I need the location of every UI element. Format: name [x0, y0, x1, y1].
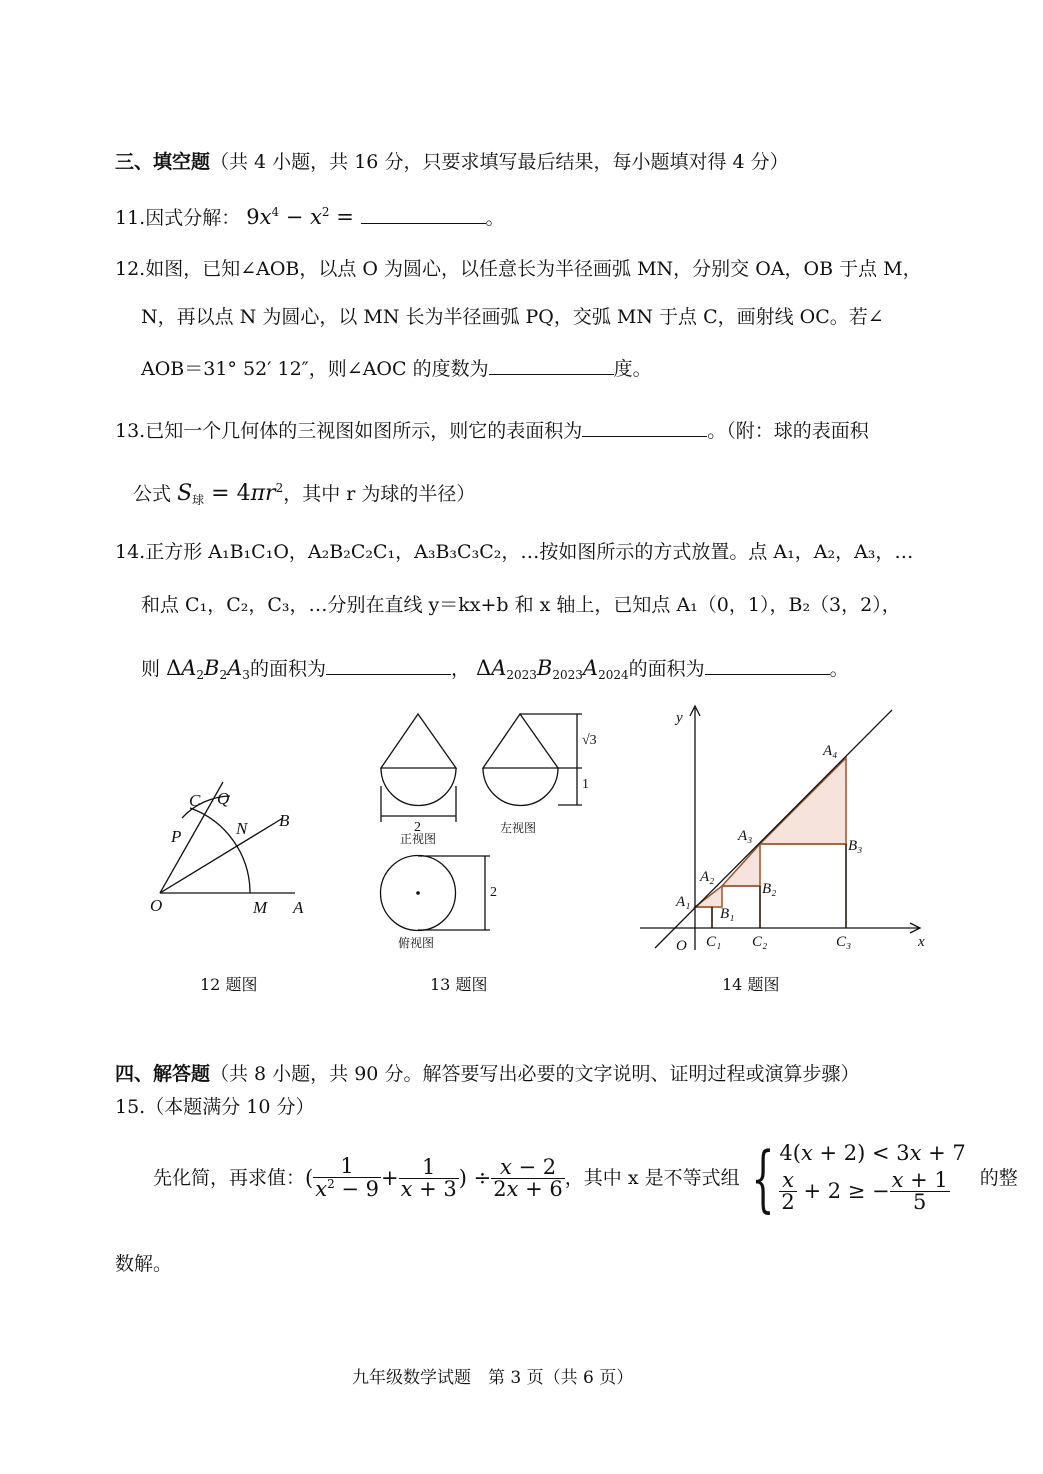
q12-answer-blank[interactable]	[489, 374, 614, 375]
q14-line3	[141, 658, 849, 681]
figure-12-caption: 12 题图	[200, 975, 258, 994]
section3-title: 三、填空题	[115, 151, 211, 173]
q13-answer-blank[interactable]	[582, 436, 707, 437]
section4-note: （共 8 小题，共 90 分。解答要写出必要的文字说明、证明过程或演算步骤）	[210, 1063, 860, 1085]
q12-line3	[141, 360, 652, 379]
q12-line3-suffix: 度。	[613, 358, 652, 380]
label-a4: A₄	[823, 743, 838, 759]
q13-line1	[115, 422, 869, 441]
sphere-area-formula: $S_球 = 4\pi r^2$	[177, 481, 284, 507]
side-cone	[483, 714, 558, 768]
q14-line3-mid2: 的面积为	[628, 658, 705, 680]
label-p: P	[171, 827, 182, 846]
q14-line3-sep: ，	[450, 658, 470, 680]
q15-line1	[153, 1138, 1018, 1218]
q11-expression: $9x^4 - x^2$ =	[246, 205, 361, 229]
q15-line2: 数解。	[115, 1253, 173, 1275]
label-m: M	[253, 898, 268, 917]
q14-line3-suffix: 。	[829, 658, 849, 680]
figure-13	[370, 706, 610, 956]
q15-mid: ，其中 x 是不等式组	[564, 1166, 740, 1189]
dim-width: 2	[414, 820, 421, 835]
figure-12	[140, 760, 330, 930]
figure-14-caption: 14 题图	[722, 975, 780, 994]
section4-title: 四、解答题	[115, 1063, 211, 1085]
label-c: C	[189, 791, 201, 810]
label-origin: O	[676, 938, 687, 954]
front-cone	[381, 714, 456, 768]
q11-prefix: 11.因式分解：	[115, 207, 241, 229]
q12-line3-prefix: AOB＝31° 52′ 12″，则∠AOC 的度数为	[141, 358, 489, 380]
label-a2: A₂	[700, 869, 715, 885]
q14-line1: 14.正方形 A₁B₁C₁O，A₂B₂C₂C₁，A₃B₃C₃C₂，…按如图所示的方式放置。点 A₁，A₂，A₃，…	[115, 541, 914, 563]
q12-line2: N，再以点 N 为圆心，以 MN 长为半径画弧 PQ，交弧 MN 于点 C，画射线 OC。若∠	[141, 306, 884, 328]
section3-note: （共 4 小题，共 16 分，只要求填写最后结果，每小题填对得 4 分）	[210, 151, 789, 173]
q14-line2: 和点 C₁，C₂，C₃，…分别在直线 y＝kx+b 和 x 轴上，已知点 A₁（0，1），B₂（3，2），	[141, 594, 901, 616]
dim-one: 1	[582, 777, 589, 792]
q15-expression: ( $\frac{1}{x^2 - 9}$ + $\frac{1}{x + 3}$ ) ÷ $\frac{x - 2}{2x + 6}$	[305, 1154, 563, 1201]
label-b1: B₁	[720, 906, 735, 922]
inequality-system: { 4(x + 2) < 3x + 7 $\frac{x}{2}$ + 2 ≥ − $\frac{x + 1}{5}$	[751, 1136, 966, 1220]
q15-prefix: 先化简，再求值：	[153, 1166, 306, 1189]
page-footer: 九年级数学试题 第 3 页（共 6 页）	[352, 1368, 634, 1388]
triangle-a2023: $\Delta A_{2023}B_{2023}A_{2024}$	[476, 656, 629, 682]
label-b: B	[279, 811, 290, 830]
label-x: x	[918, 934, 925, 950]
line-y-kx-b	[655, 710, 892, 948]
label-b2: B₂	[762, 881, 777, 897]
q13-line1-suffix: 。（附：球的表面积	[707, 420, 869, 442]
q13-line2	[133, 482, 475, 506]
label-c2: C₂	[752, 934, 768, 950]
q11-suffix: 。	[485, 207, 505, 229]
q14-answer-blank-1[interactable]	[326, 674, 451, 675]
q15-title: 15.（本题满分 10 分）	[115, 1096, 315, 1118]
top-view-label: 俯视图	[398, 936, 435, 950]
q14-line3-mid: 的面积为	[249, 658, 326, 680]
label-a1: A₁	[676, 894, 691, 910]
side-hemisphere	[483, 768, 558, 806]
q13-line2-prefix: 公式	[133, 483, 172, 505]
question-11	[115, 206, 505, 228]
section3-heading	[115, 153, 789, 172]
triangle-a2b2a3: $\Delta A_2B_2A_3$	[166, 656, 250, 682]
label-c3: C₃	[836, 934, 852, 950]
dim-sqrt3: √3	[582, 733, 597, 748]
dim-diameter: 2	[490, 885, 497, 900]
front-hemisphere	[381, 768, 456, 806]
label-n: N	[236, 819, 248, 838]
figure-14	[640, 700, 940, 955]
label-y: y	[676, 710, 683, 726]
q13-line2-suffix: ，其中 r 为球的半径）	[283, 483, 476, 505]
side-view-label: 左视图	[500, 821, 537, 835]
front-view-label: 正视图	[400, 832, 437, 846]
label-o: O	[150, 896, 163, 915]
q14-line3-prefix: 则	[141, 658, 161, 680]
label-q: Q	[217, 789, 230, 808]
q13-line1-prefix: 13.已知一个几何体的三视图如图所示，则它的表面积为	[115, 420, 583, 442]
q12-line1: 12.如图，已知∠AOB，以点 O 为圆心，以任意长为半径画弧 MN，分别交 OA，OB 于点 M，	[115, 258, 922, 280]
q15-suffix: 的整	[979, 1166, 1018, 1189]
label-c1: C₁	[706, 934, 722, 950]
section4-heading	[115, 1065, 859, 1084]
q11-answer-blank[interactable]	[361, 223, 486, 224]
q14-answer-blank-2[interactable]	[705, 674, 830, 675]
figure-13-caption: 13 题图	[430, 975, 488, 994]
label-a: A	[293, 898, 304, 917]
label-b3: B₃	[848, 838, 863, 854]
label-a3: A₃	[738, 828, 753, 844]
